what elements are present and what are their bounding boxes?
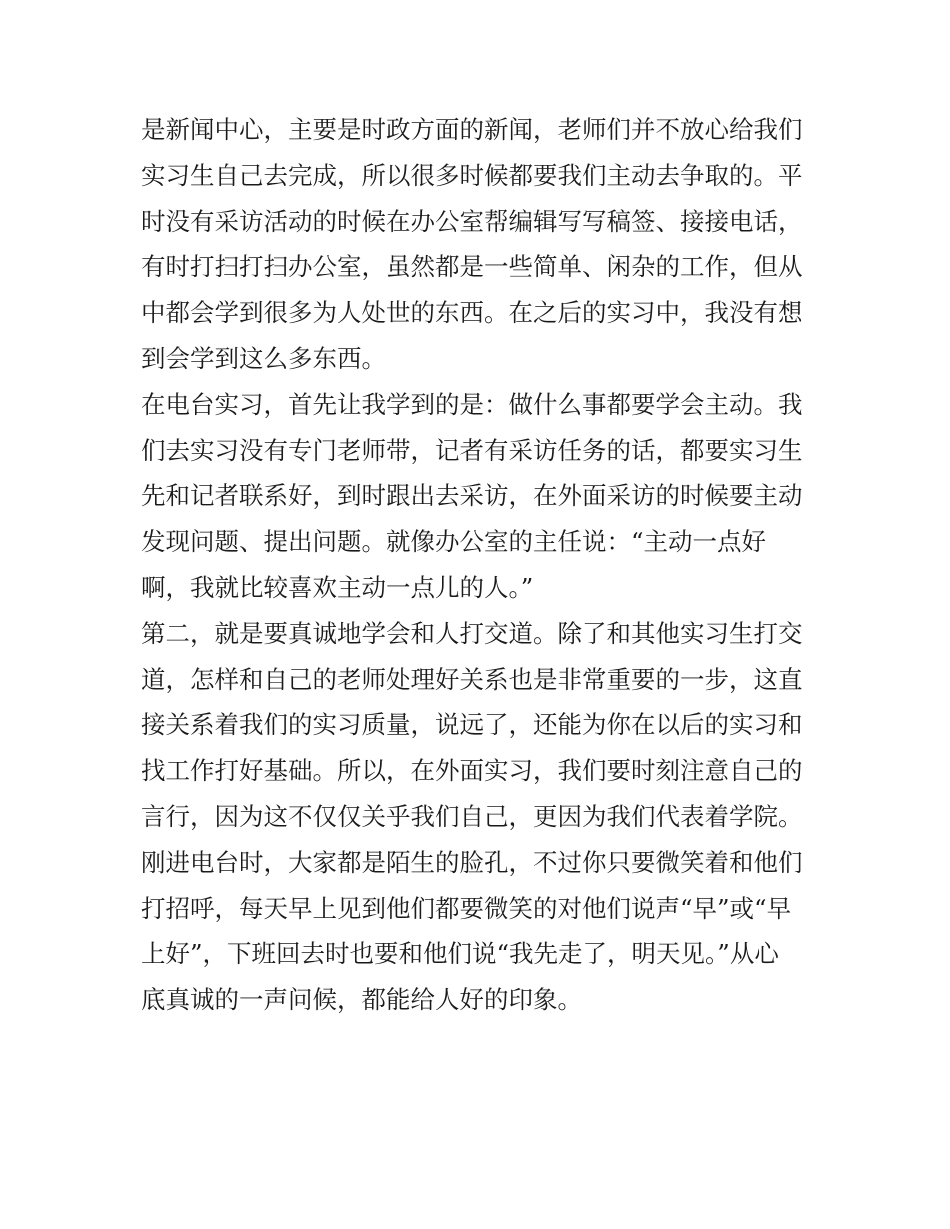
text-line: 先和记者联系好，到时跟出去采访，在外面采访的时候要主动 bbox=[141, 481, 803, 511]
text-line: 打招呼，每天早上见到他们都要微笑的对他们说声“早”或“早 bbox=[141, 893, 792, 923]
text-line: 们去实习没有专门老师带，记者有采访任务的话，都要实习生 bbox=[141, 435, 803, 465]
text-line: 接关系着我们的实习质量，说远了，还能为你在以后的实习和 bbox=[141, 710, 803, 740]
text-line: 底真诚的一声问候，都能给人好的印象。 bbox=[141, 985, 582, 1015]
text-line: 啊，我就比较喜欢主动一点儿的人。” bbox=[141, 572, 534, 602]
text-line: 找工作打好基础。所以，在外面实习，我们要时刻注意自己的 bbox=[141, 756, 803, 786]
text-line: 在电台实习，首先让我学到的是：做什么事都要学会主动。我 bbox=[141, 389, 803, 419]
text-line: 实习生自己去完成，所以很多时候都要我们主动去争取的。平 bbox=[141, 160, 803, 190]
text-line: 刚进电台时，大家都是陌生的脸孔，不过你只要微笑着和他们 bbox=[141, 847, 803, 877]
text-line: 发现问题、提出问题。就像办公室的主任说：“主动一点好 bbox=[141, 527, 767, 557]
text-line: 中都会学到很多为人处世的东西。在之后的实习中，我没有想 bbox=[141, 298, 803, 328]
text-line: 时没有采访活动的时候在办公室帮编辑写写稿签、接接电话， bbox=[141, 206, 803, 236]
text-line: 是新闻中心，主要是时政方面的新闻，老师们并不放心给我们 bbox=[141, 115, 803, 144]
text-line: 道，怎样和自己的老师处理好关系也是非常重要的一步，这直 bbox=[141, 664, 803, 694]
text-line: 第二，就是要真诚地学会和人打交道。除了和其他实习生打交 bbox=[141, 618, 803, 648]
text-line: 到会学到这么多东西。 bbox=[141, 343, 386, 373]
text-line: 有时打扫打扫办公室，虽然都是一些简单、闲杂的工作，但从 bbox=[141, 252, 803, 282]
text-line: 言行，因为这不仅仅关乎我们自己，更因为我们代表着学院。 bbox=[141, 801, 803, 831]
body-text bbox=[141, 107, 831, 1023]
text-line: 上好”，下班回去时也要和他们说“我先走了，明天见。”从心 bbox=[141, 939, 779, 969]
